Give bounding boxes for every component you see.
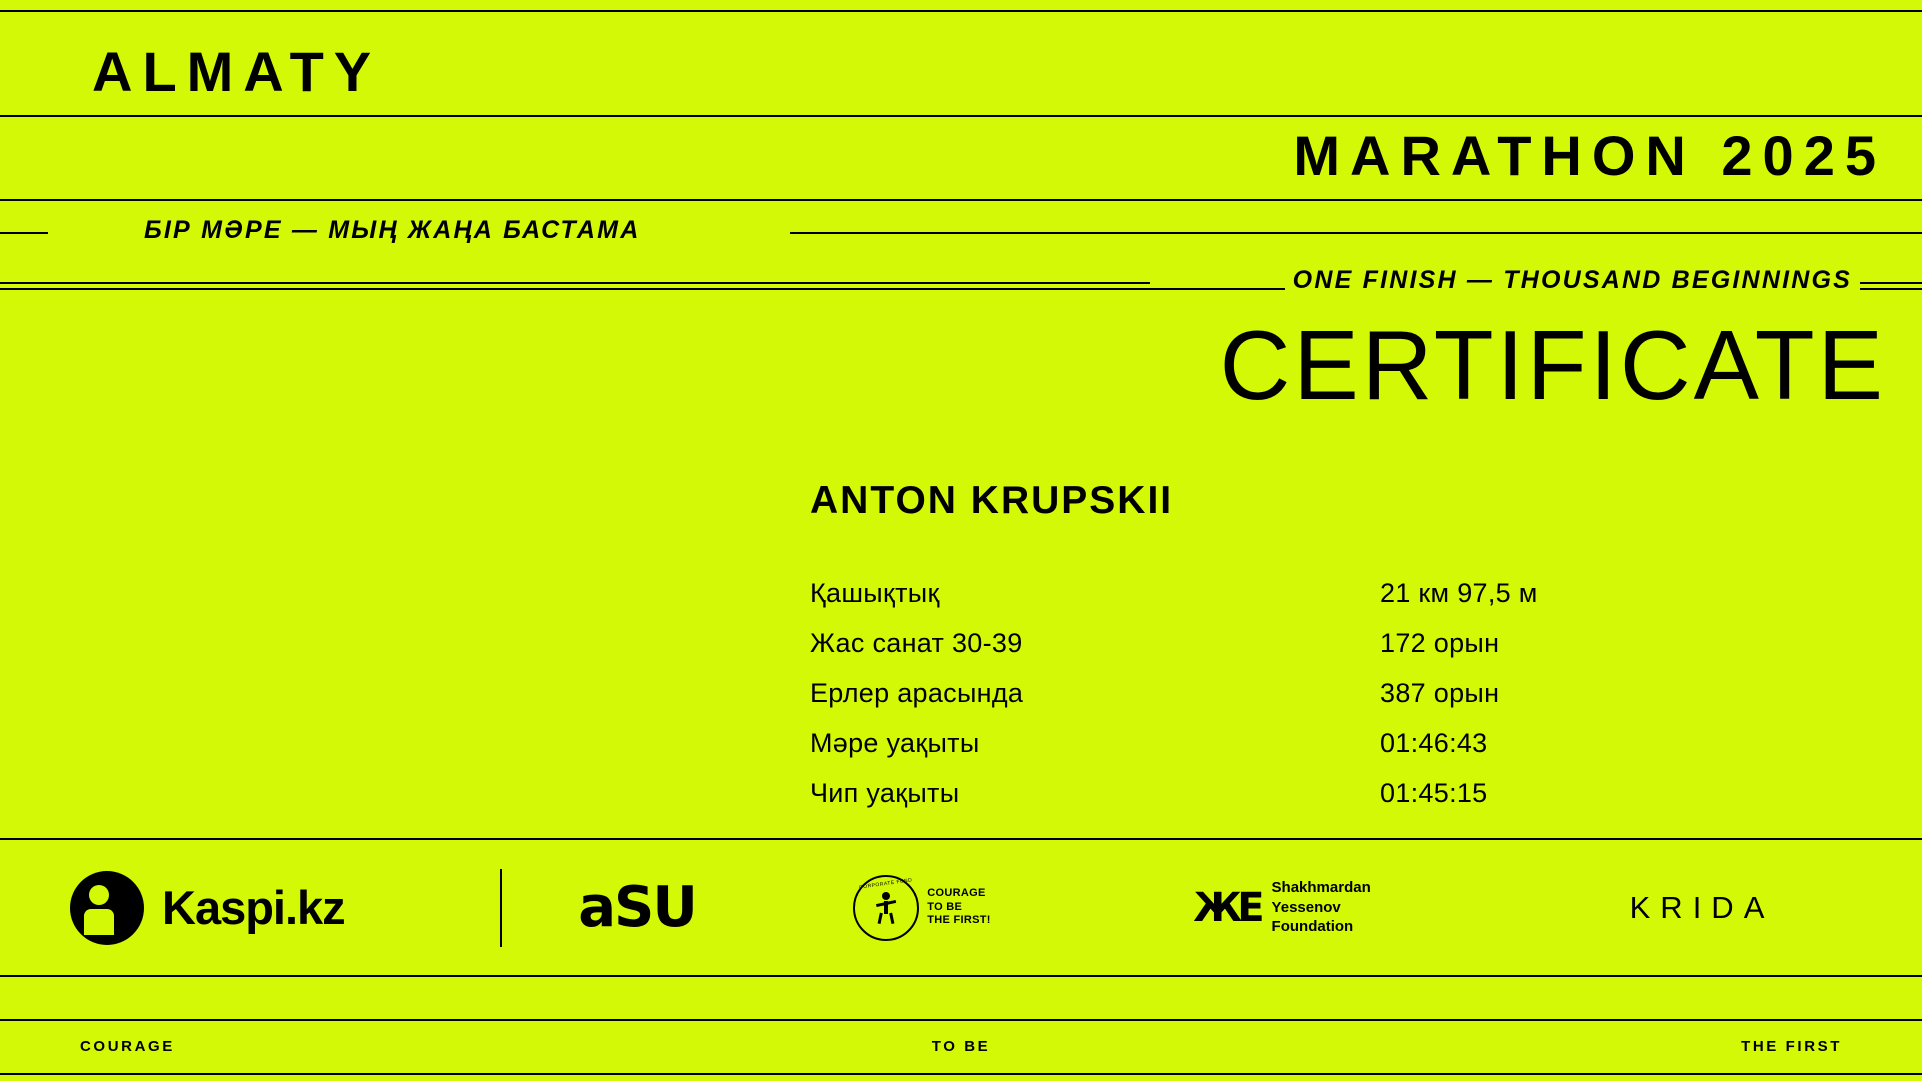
result-value: 01:46:43 bbox=[1380, 728, 1488, 758]
courage-fund-micro-text: CORPORATE FUND bbox=[859, 876, 914, 891]
yessenov-foundation-logo-icon: ЖЕ bbox=[1193, 884, 1260, 931]
krida-logo-icon: KRIDA bbox=[1629, 889, 1775, 925]
footer-strip bbox=[0, 1019, 1922, 1073]
divider-tagline-en-left bbox=[0, 282, 1150, 284]
result-label: Ерлер арасында bbox=[810, 678, 1024, 708]
sponsor-yessenov-foundation bbox=[1072, 840, 1492, 975]
result-value: 01:45:15 bbox=[1380, 778, 1488, 808]
sponsor-krida bbox=[1492, 840, 1912, 975]
shakhmardan-line-1: Shakhmardan bbox=[1271, 879, 1371, 897]
shakhmardan-line-3: Foundation bbox=[1271, 918, 1354, 936]
courage-line-1: COURAGE bbox=[927, 886, 986, 899]
table-row bbox=[810, 728, 1650, 778]
divider-below-sponsors bbox=[0, 975, 1922, 977]
yessenov-foundation-wordmark bbox=[1272, 878, 1371, 937]
courage-fund-logo-icon bbox=[853, 875, 919, 941]
divider-top bbox=[0, 10, 1922, 12]
sponsor-strip bbox=[0, 840, 1922, 975]
divider-tagline-kz-right bbox=[790, 232, 1922, 234]
sponsor-courage-fund bbox=[772, 840, 1072, 975]
footer-right-text: THE FIRST bbox=[1741, 1037, 1842, 1055]
tagline-english: ONE FINISH — THOUSAND BEGINNINGS bbox=[1285, 268, 1860, 293]
shakhmardan-line-2: Yessenov bbox=[1271, 898, 1341, 916]
divider-tagline-kz-left bbox=[0, 232, 48, 234]
footer-center-text: TO BE bbox=[931, 1037, 991, 1055]
divider-bottom bbox=[0, 1073, 1922, 1075]
sponsor-kaspi-label: Kaspi.kz bbox=[162, 881, 345, 934]
kaspi-logo-icon bbox=[70, 871, 144, 945]
table-row bbox=[810, 778, 1650, 828]
result-label: Жас санат 30-39 bbox=[810, 628, 1023, 658]
result-value: 172 орын bbox=[1380, 628, 1500, 658]
result-value: 387 орын bbox=[1380, 678, 1500, 708]
athlete-name: ANTON KRUPSKII bbox=[810, 479, 1174, 522]
page-title: CERTIFICATE bbox=[1219, 310, 1886, 420]
table-row bbox=[810, 678, 1650, 728]
city-title: ALMATY bbox=[92, 40, 382, 103]
sponsor-asu bbox=[502, 840, 772, 975]
asu-logo-icon: aSU bbox=[578, 875, 696, 940]
result-label: Мәре уақыты bbox=[810, 728, 980, 758]
courage-line-3: THE FIRST! bbox=[927, 914, 991, 927]
tagline-kazakh: БІР МӘРЕ — МЫҢ ЖАҢА БАСТАМА bbox=[136, 218, 648, 243]
runner-figure-icon bbox=[874, 891, 898, 925]
table-row bbox=[810, 578, 1650, 628]
footer-left-text: COURAGE bbox=[80, 1037, 175, 1055]
courage-line-2: TO BE bbox=[927, 900, 963, 913]
result-label: Қашықтық bbox=[810, 578, 940, 608]
divider-under-marathon bbox=[0, 199, 1922, 201]
table-row bbox=[810, 628, 1650, 678]
event-title: MARATHON 2025 bbox=[1293, 124, 1886, 187]
courage-fund-wordmark bbox=[927, 887, 991, 928]
divider-under-almaty bbox=[0, 115, 1922, 117]
result-label: Чип уақыты bbox=[810, 778, 960, 808]
sponsor-kaspi bbox=[0, 840, 500, 975]
result-value: 21 км 97,5 м bbox=[1380, 578, 1538, 608]
results-table bbox=[810, 578, 1650, 828]
